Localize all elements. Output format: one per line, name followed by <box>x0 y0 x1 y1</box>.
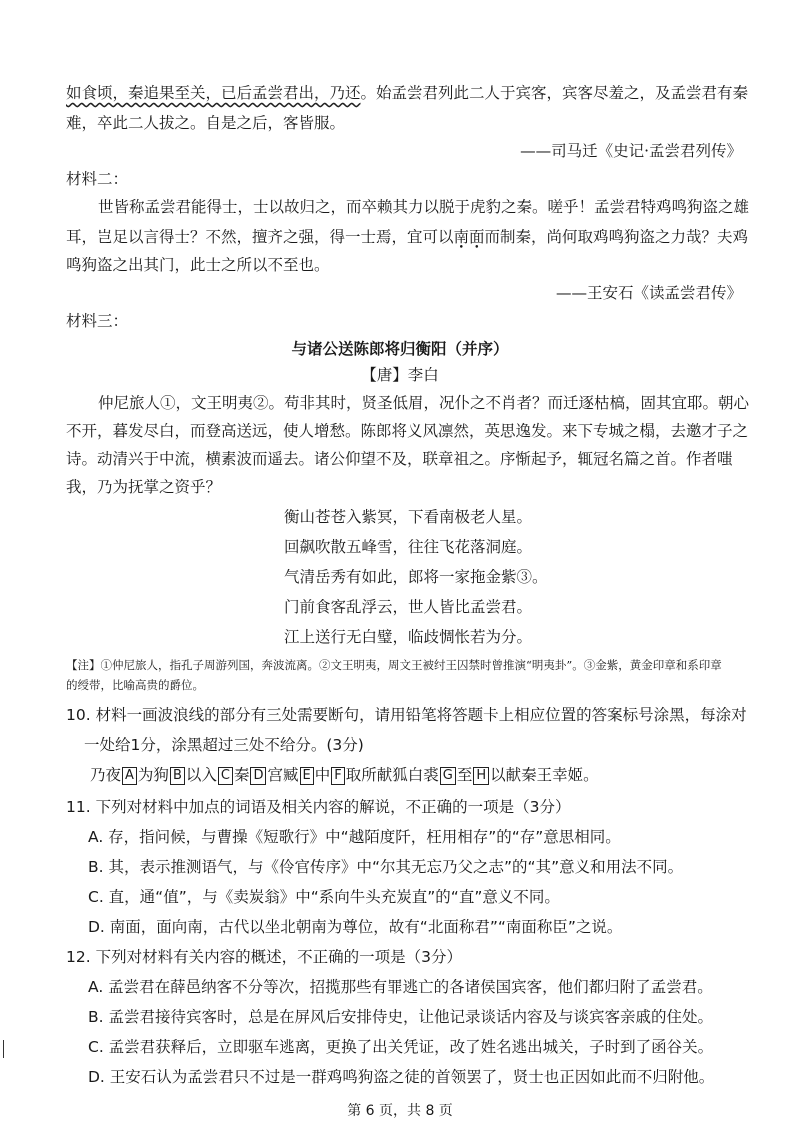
footnote-line1: 【注】①仲尼旅人，指孔子周游列国，奔波流离。②文王明夷，周文王被纣王囚禁时曾推演“明夷卦”。③金紫，黄金印章和系印章 <box>66 658 722 672</box>
q11-option-b[interactable]: B. 其，表示推测语气，与《伶官传序》中“尔其无忘乃父之志”的“其”意义和用法不同。 <box>88 858 684 876</box>
material2-line2: 耳，岂足以言得士？不然，擅齐之强，得一士焉，宜可以南面而制秦，尚何取鸡鸣狗盗之力哉？夫鸡 <box>66 228 749 246</box>
material2-source: ——王安石《读孟尝君传》 <box>555 284 742 302</box>
poem-line: 回飙吹散五峰雪，往往飞花落洞庭。 <box>284 538 533 556</box>
material1-source: ——司马迁《史记·孟尝君列传》 <box>520 142 742 160</box>
preface-line: 仲尼旅人①，文王明夷②。苟非其时，贤圣低眉，况仆之不肖者？而迁逐枯槁，固其宜耶。朝心 <box>98 394 750 412</box>
material1-line1: 如食顷，秦追果至关，已后孟尝君出，乃还。始孟尝君列此二人于宾客，宾客尽羞之，及孟尝君有秦 <box>66 84 749 102</box>
material2-line3: 鸣狗盗之出其门，此士之所以不至也。 <box>66 256 330 274</box>
q12-option-a[interactable]: A. 孟尝君在薛邑纳客不分等次，招揽那些有罪逃亡的各诸侯国宾客，他们都归附了孟尝君。 <box>88 978 713 996</box>
q11-option-a[interactable]: A. 存，指问候，与曹操《短歌行》中“越陌度阡，枉用相存”的“存”意思相同。 <box>88 828 621 846</box>
answer-box-d[interactable]: D <box>250 767 266 785</box>
answer-box-h[interactable]: H <box>473 767 489 785</box>
material2-line1: 世皆称孟尝君能得士，士以故归之，而卒赖其力以脱于虎豹之秦。嗟乎！孟尝君特鸡鸣狗盗之雄 <box>98 198 750 216</box>
material1-line2: 难，卒此二人拔之。自是之后，客皆服。 <box>66 114 346 132</box>
answer-box-e[interactable]: E <box>300 767 314 785</box>
q10-stem-line2: 一处给1分，涂黑超过三处不给分。(3分) <box>84 736 364 754</box>
preface-line: 诗。动清兴于中流，横素波而遥去。诸公仰望不及，联章祖之。序惭起予，辄冠名篇之首。作者嗤 <box>66 450 733 468</box>
q12-option-d[interactable]: D. 王安石认为孟尝君只不过是一群鸡鸣狗盗之徒的首领罢了，贤士也正因如此而不归附他。 <box>88 1068 715 1086</box>
q11-option-d[interactable]: D. 南面，面向南，古代以坐北朝南为尊位，故有“北面称君”“南面称臣”之说。 <box>88 918 623 936</box>
scan-edge-mark <box>3 1040 4 1058</box>
poem-line: 气清岳秀有如此，郎将一家拖金紫③。 <box>284 568 548 586</box>
poem-line: 衡山苍苍入紫冥，下看南极老人星。 <box>284 508 533 526</box>
q11-stem: 11. 下列对材料中加点的词语及相关内容的解说，不正确的一项是（3分） <box>66 798 571 816</box>
q12-option-c[interactable]: C. 孟尝君获释后，立即驱车逃离，更换了出关凭证，改了姓名逃出城关，子时到了函谷关。 <box>88 1038 714 1056</box>
answer-box-b[interactable]: B <box>170 767 185 785</box>
answer-box-g[interactable]: G <box>440 767 456 785</box>
poem-title: 与诸公送陈郎将归衡阳（并序） <box>291 340 509 358</box>
page-number: 第 6 页，共 8 页 <box>347 1103 453 1119</box>
q11-option-c[interactable]: C. 直，通“值”，与《卖炭翁》中“系向牛头充炭直”的“直”意义不同。 <box>88 888 560 906</box>
answer-box-a[interactable]: A <box>122 767 137 785</box>
dotted-char: 南 <box>453 228 470 246</box>
q10-stem-line1: 10. 材料一画波浪线的部分有三处需要断句，请用铅笔将答题卡上相应位置的答案标号涂黑，每涂对 <box>66 706 747 724</box>
poem-line: 江上送行无白璧，临歧惆怅若为分。 <box>284 628 533 646</box>
material3-label: 材料三： <box>66 312 129 330</box>
poem-author: 【唐】李白 <box>361 366 439 384</box>
q12-option-b[interactable]: B. 孟尝君接待宾客时，总是在屏风后安排侍史，让他记录谈话内容及与谈宾客亲戚的住处。 <box>88 1008 713 1026</box>
answer-box-c[interactable]: C <box>218 767 233 785</box>
q10-sentence: 乃夜 A 为狗 B 以入 C 秦 D 宫臧 E 中 F 取所献狐白裘 G 至 H 以献秦王幸姬。 <box>90 766 599 784</box>
wavy-underlined-passage: 如食顷，秦追果至关，已后孟尝君出，乃还 <box>66 84 361 102</box>
answer-box-f[interactable]: F <box>331 767 344 785</box>
q12-stem: 12. 下列对材料有关内容的概述，不正确的一项是（3分） <box>66 948 462 966</box>
footnote-line2: 的绶带，比喻高贵的爵位。 <box>66 678 204 692</box>
preface-line: 我，乃为抚掌之资乎？ <box>66 478 222 496</box>
material2-label: 材料二： <box>66 170 129 188</box>
poem-line: 门前食客乱浮云，世人皆比孟尝君。 <box>284 598 533 616</box>
dotted-char: 面 <box>469 228 485 246</box>
preface-line: 不开，暮发尽白，而登高送远，使人增愁。陈郎将义风凛然，英思逸发。来下专城之榻，去邀才子之 <box>66 422 749 440</box>
